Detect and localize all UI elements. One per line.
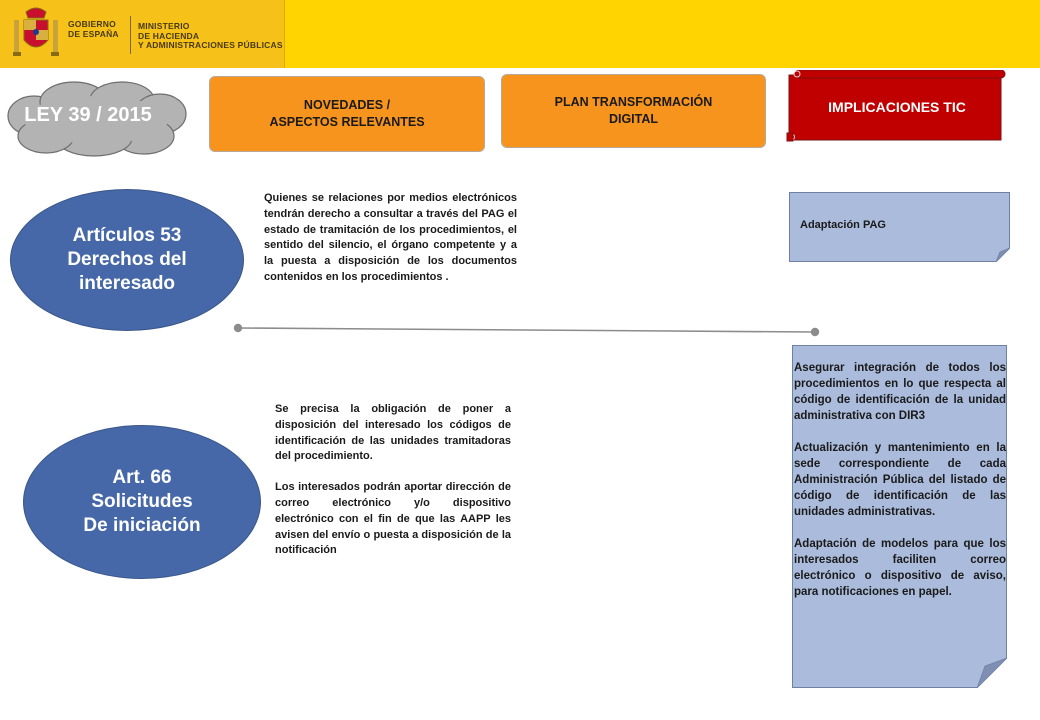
header-bar [0,0,1040,68]
spain-coat-of-arms-icon [10,6,62,62]
article-66-implication-note [792,345,1007,688]
government-logo [0,0,285,68]
article-53-implication-note [789,192,1010,262]
article-53-description: Quienes se relaciones por medios electrónicos tendrán derecho a consultar a través del PAG el estado de tramitación de los procedimientos, el sentido del silencio, el órgano competente y a la puesta a disposición de los documentos contenidos en los procedimientos . [264,192,517,283]
article-53-ellipse: Artículos 53 Derechos del interesado [11,190,243,330]
article-66-description: Se precisa la obligación de poner a disposición del interesado los códigos de identificación de las unidades tramitadoras del procedimiento. Los interesados podrán aportar dirección de correo electrónico y/o dispositivo electrónico con el fin de que las AAPP les avisen del envío o puesta a disposición de la notificación [275,403,511,557]
page-fold-icon [996,248,1010,262]
section-connector-line [232,322,822,340]
law-title: LEY 39 / 2015 [24,104,152,126]
implication-text: Adaptación PAG [800,219,886,231]
logo-divider [130,16,131,54]
plan-transformacion-header: PLAN TRANSFORMACIÓN DIGITAL [501,74,766,148]
implication-text: Asegurar integración de todos los procedimientos en lo que respecta al código de identificación de la unidad administrativa con DIR3 Actualización y mantenimiento en la sede correspondiente de cada Administración Pública del listado de código de identificación de las unidades administrativas. Adaptación de modelos para que los interesados faciliten correo electrónico o dispositivo de aviso, para notificaciones en papel. [794,362,1006,598]
page-fold-icon [977,658,1007,688]
ministry-name: MINISTERIO DE HACIENDA Y ADMINISTRACIONES PÚBLICAS [138,21,283,50]
implicaciones-tic-title: IMPLICACIONES TIC [828,99,966,115]
article-66-ellipse: Art. 66 Solicitudes De iniciación [24,426,260,578]
government-name: GOBIERNO DE ESPAÑA [68,19,119,39]
novedades-header: NOVEDADES / ASPECTOS RELEVANTES [209,76,485,152]
